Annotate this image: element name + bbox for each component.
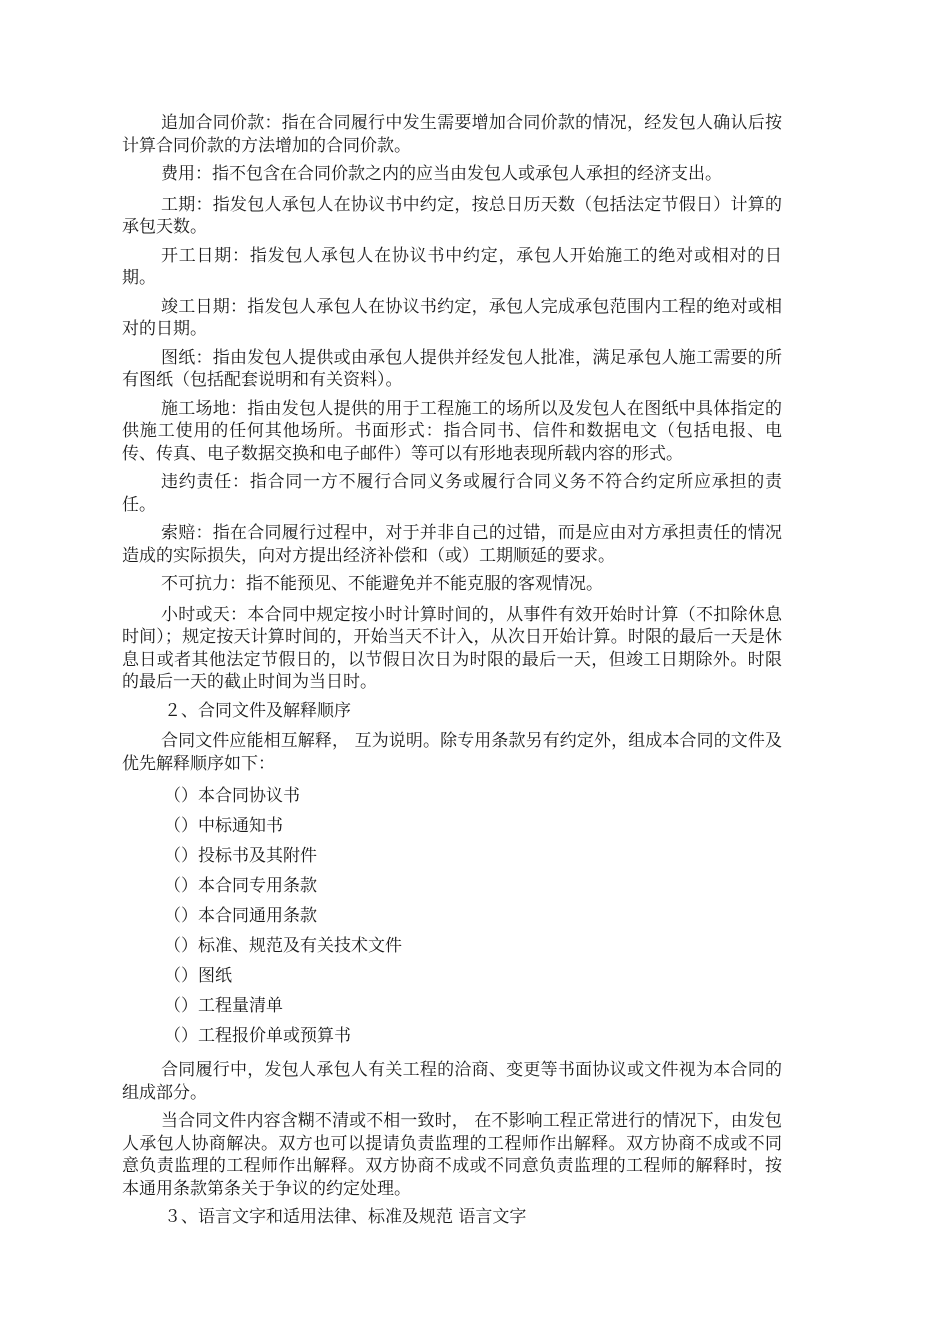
list-item: （）标准、规范及有关技术文件 [164, 936, 402, 956]
section-2-paragraph-1: 合同履行中，发包人承包人有关工程的洽商、变更等书面协议或文件视为本合同的组成部分。 [122, 1060, 782, 1103]
list-item: （）工程报价单或预算书 [164, 1026, 351, 1046]
definition-start-date: 开工日期：指发包人承包人在协议书中约定，承包人开始施工的绝对或相对的日期。 [122, 245, 782, 288]
definition-hours-days: 小时或天：本合同中规定按小时计算时间的，从事件有效开始时计算（不扣除休息时间）；规定按天计算时间的，开始当天不计入，从次日开始计算。时限的最后一天是休息日或者其他法定节假日的，以节假日次日为时限的最后一天，但竣工日期除外。时限的最后一天的截止时间为当日时。 [122, 604, 782, 692]
list-item: （）本合同通用条款 [164, 906, 317, 926]
list-item: （）图纸 [164, 966, 232, 986]
definition-force-majeure: 不可抗力：指不能预见、不能避免并不能克服的客观情况。 [161, 574, 603, 594]
list-item: （）中标通知书 [164, 816, 283, 836]
section-3-heading: ３、语言文字和适用法律、标准及规范 语言文字 [164, 1207, 527, 1227]
definition-completion-date: 竣工日期：指发包人承包人在协议书约定，承包人完成承包范围内工程的绝对或相对的日期。 [122, 296, 782, 339]
definition-additional-price: 追加合同价款：指在合同履行中发生需要增加合同价款的情况，经发包人确认后按计算合同价款的方法增加的合同价款。 [122, 113, 782, 156]
document-body [122, 112, 782, 1237]
section-2-paragraph-2: 当合同文件内容含糊不清或不相一致时， 在不影响工程正常进行的情况下，由发包人承包人协商解决。双方也可以提请负责监理的工程师作出解释。双方协商不成或不同意负责监理的工程师作出解释。双方协商不成或不同意负责监理的工程师的解释时，按本通用条款第条关于争议的约定处理。 [122, 1111, 782, 1199]
definition-expenses: 费用：指不包含在合同价款之内的应当由发包人或承包人承担的经济支出。 [161, 164, 722, 184]
document-order-list [122, 781, 782, 1051]
list-item: （）本合同专用条款 [164, 876, 317, 896]
definition-duration: 工期：指发包人承包人在协议书中约定，按总日历天数（包括法定节假日）计算的承包天数。 [122, 194, 782, 237]
list-item: （）工程量清单 [164, 996, 283, 1016]
section-2-intro: 合同文件应能相互解释， 互为说明。除专用条款另有约定外，组成本合同的文件及优先解释顺序如下： [122, 731, 782, 774]
definition-claim: 索赔：指在合同履行过程中，对于并非自己的过错，而是应由对方承担责任的情况造成的实际损失，向对方提出经济补偿和（或）工期顺延的要求。 [122, 523, 782, 566]
section-2-heading: ２、合同文件及解释顺序 [164, 700, 351, 721]
definition-drawings: 图纸：指由发包人提供或由承包人提供并经发包人批准，满足承包人施工需要的所有图纸（包括配套说明和有关资料）。 [122, 347, 782, 390]
list-item: （）本合同协议书 [164, 786, 300, 806]
list-item: （）投标书及其附件 [164, 846, 317, 866]
definition-liability: 违约责任：指合同一方不履行合同义务或履行合同义务不符合约定所应承担的责任。 [122, 472, 782, 515]
definition-site-and-written-form: 施工场地：指由发包人提供的用于工程施工的场所以及发包人在图纸中具体指定的供施工使用的任何其他场所。书面形式：指合同书、信件和数据电文（包括电报、电传、传真、电子数据交换和电子邮件）等可以有形地表现所载内容的形式。 [122, 398, 782, 464]
